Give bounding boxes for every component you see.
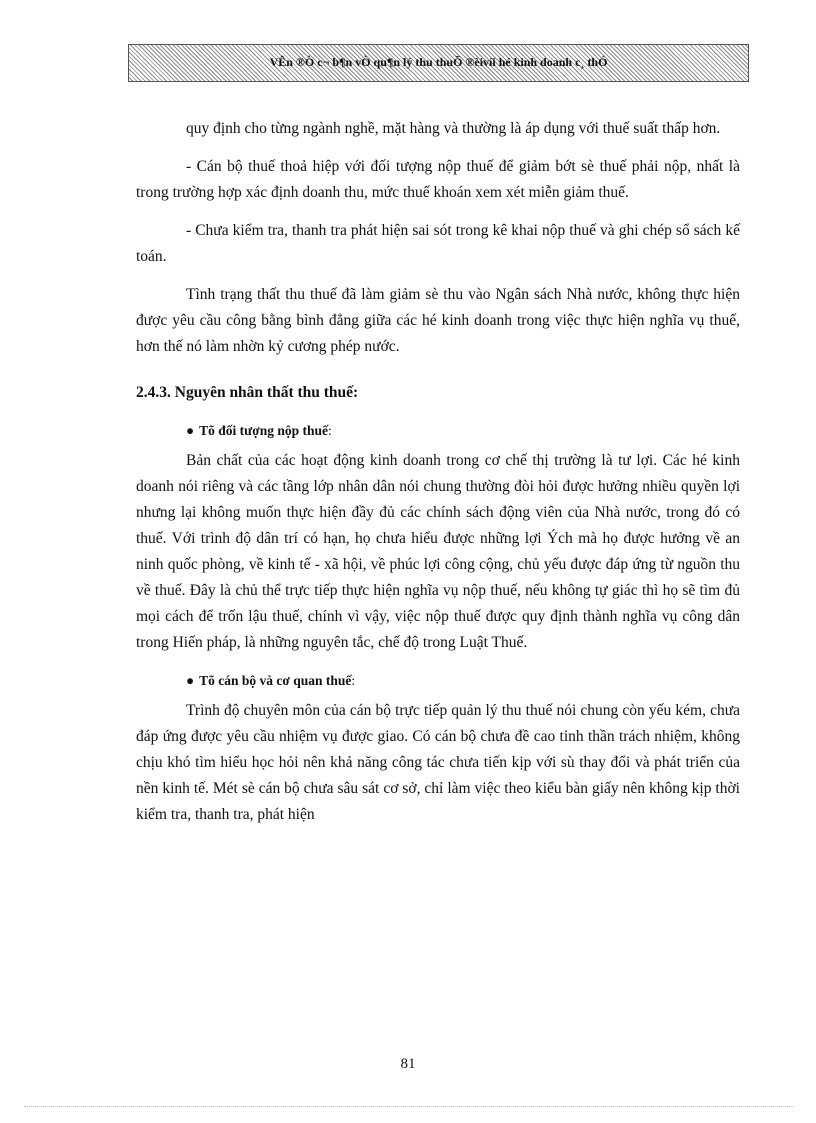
page-bottom-divider	[24, 1106, 794, 1107]
running-header-title: VÊn ®Ò c¬ b¶n vÒ qu¶n lý thu thuÕ ®èivíi hé kinh doanh c¸ thÓ	[269, 55, 608, 69]
bullet-colon: :	[328, 423, 332, 438]
bullet-colon: :	[351, 673, 356, 688]
paragraph: Trình độ chuyên môn của cán bộ trực tiếp quản lý thu thuế nói chung còn yếu kém, chưa đáp ứng được yêu cầu nhiệm vụ được giao. Có cán bộ chưa đề cao tinh thần trách nhiệm, không chịu khó tìm hiểu học hỏi nên khả năng công tác chưa tiến kịp với sù thay đổi và phát triển của nền kinh tế. Mét sè cán bộ chưa sâu sát cơ sở, chỉ làm việc theo kiểu bàn giấy nên không kịp thời kiểm tra, thanh tra, phát hiện	[136, 702, 740, 823]
page-number: 81	[400, 1056, 416, 1072]
bullet-label: Tõ cán bộ và cơ quan thuế	[199, 673, 352, 688]
paragraph: quy định cho từng ngành nghề, mặt hàng và thường là áp dụng với thuế suất thấp hơn.	[186, 120, 721, 137]
page-body	[136, 116, 740, 828]
bullet-heading	[136, 418, 740, 444]
bullet-dot-icon: ●	[186, 423, 195, 438]
paragraph: Bản chất của các hoạt động kinh doanh trong cơ chế thị trường là tư lợi. Các hé kinh doanh nói riêng và các tầng lớp nhân dân nói chung thường đòi hỏi được hưởng nhiều quyền lợi nhưng lại không muốn thực hiện đầy đủ các chính sách động viên của Nhà nước, trong đó có thuế. Với trình độ dân trí có hạn, họ chưa hiểu được những lợi Ých mà họ được hưởng về an ninh quốc phòng, về kinh tế - xã hội, về phúc lợi công cộng, chủ yếu được đáp ứng từ nguồn thu về thuế. Đây là chủ thể trực tiếp thực hiện nghĩa vụ nộp thuế, nếu không tự giác thì họ sẽ tìm đủ mọi cách để trốn lậu thuế, chính vì vậy, việc nộp thuế được quy định thành nghĩa vụ công dân trong Hiến pháp, là những nguyên tắc, chế độ trong Luật Thuế.	[136, 452, 740, 651]
paragraph: Tình trạng thất thu thuế đã làm giảm sè thu vào Ngân sách Nhà nước, không thực hiện được yêu cầu công bằng bình đẳng giữa các hé kinh doanh trong việc thực hiện nghĩa vụ thuế, hơn thế nó làm nhờn kỷ cương phép nước.	[136, 286, 740, 355]
bullet-label: Tõ đối tượng nộp thuế	[199, 423, 329, 438]
running-header	[128, 44, 749, 82]
section-heading: 2.4.3. Nguyên nhân thất thu thuế:	[136, 384, 359, 401]
paragraph: - Chưa kiểm tra, thanh tra phát hiện sai sót trong kê khai nộp thuế và ghi chép sổ sách kế toán.	[136, 222, 740, 265]
bullet-heading	[136, 668, 740, 694]
paragraph: - Cán bộ thuế thoả hiệp với đối tượng nộp thuế để giảm bớt sè thuế phải nộp, nhất là trong trường hợp xác định doanh thu, mức thuế khoán xem xét miễn giảm thuế.	[136, 158, 740, 201]
bullet-dot-icon: ●	[186, 673, 195, 688]
